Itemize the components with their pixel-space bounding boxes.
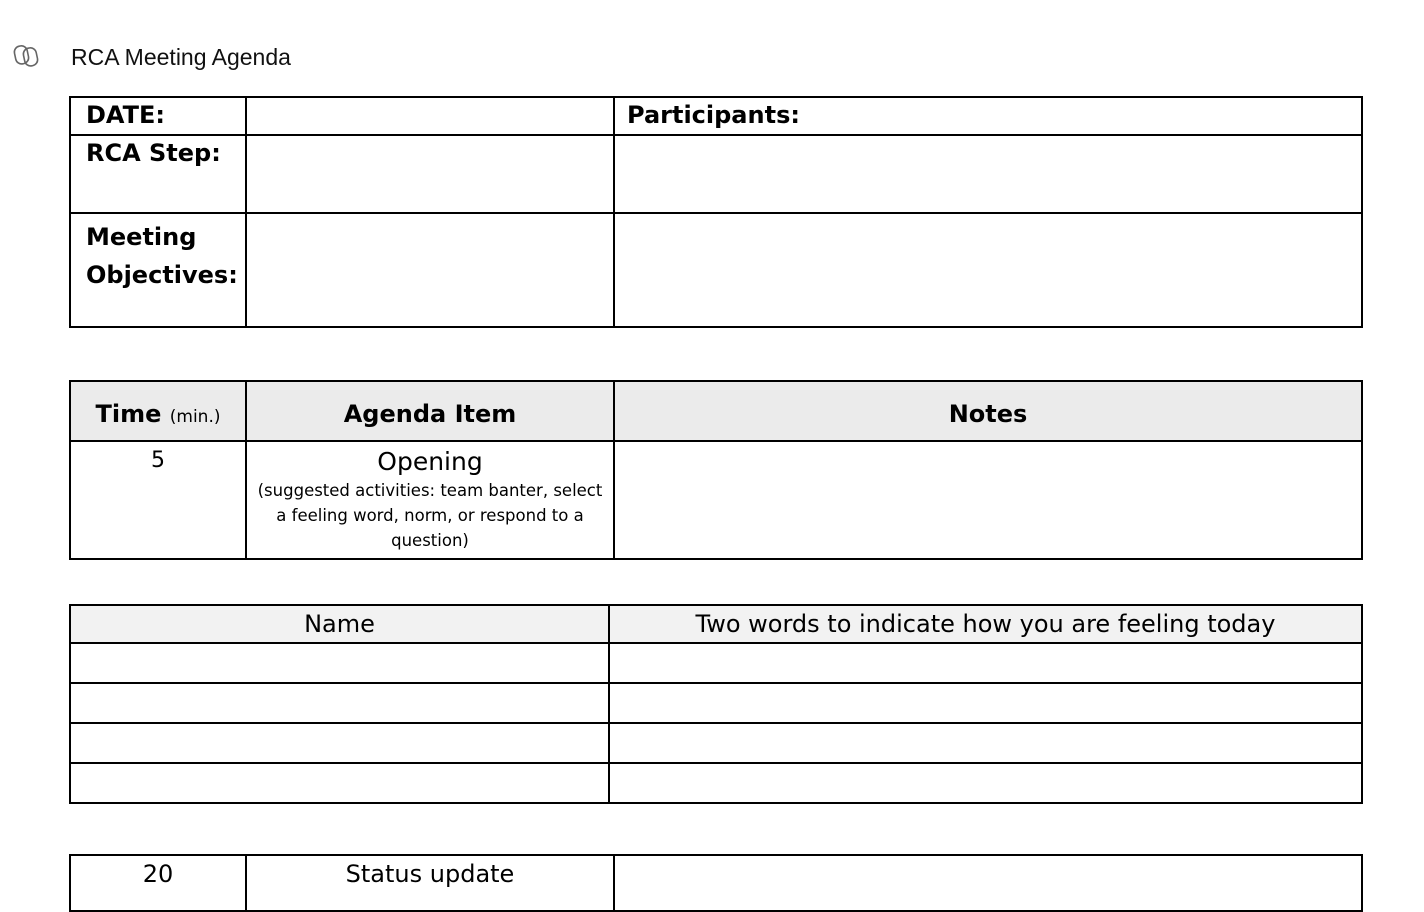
status-item[interactable]: Status update bbox=[246, 855, 614, 911]
feeling-cell[interactable] bbox=[609, 643, 1362, 683]
name-cell[interactable] bbox=[70, 683, 609, 723]
status-update-table bbox=[69, 854, 1363, 912]
objectives-value-cell[interactable] bbox=[246, 213, 614, 327]
table-row bbox=[70, 683, 1362, 723]
copilot-icon[interactable] bbox=[12, 42, 42, 70]
rca-step-label: RCA Step: bbox=[70, 135, 246, 213]
feeling-cell[interactable] bbox=[609, 683, 1362, 723]
agenda-item[interactable] bbox=[246, 441, 614, 559]
agenda-item-title: Opening bbox=[377, 447, 483, 476]
objectives-label-line1: Meeting bbox=[86, 223, 197, 251]
agenda-row bbox=[70, 855, 1362, 911]
name-cell[interactable] bbox=[70, 723, 609, 763]
date-value-cell[interactable] bbox=[246, 97, 614, 135]
document-title: RCA Meeting Agenda bbox=[71, 44, 291, 70]
objectives-label-line2: Objectives: bbox=[86, 261, 238, 289]
table-row bbox=[70, 723, 1362, 763]
status-time[interactable]: 20 bbox=[70, 855, 246, 911]
time-header-label: Time bbox=[95, 400, 162, 428]
table-row bbox=[70, 763, 1362, 803]
time-unit-label: (min.) bbox=[169, 407, 221, 427]
status-notes-cell[interactable] bbox=[614, 855, 1362, 911]
feeling-header: Two words to indicate how you are feeling today bbox=[609, 605, 1362, 643]
feeling-cell[interactable] bbox=[609, 763, 1362, 803]
time-header bbox=[70, 381, 246, 441]
table-row bbox=[70, 643, 1362, 683]
agenda-time[interactable]: 5 bbox=[70, 441, 246, 559]
notes-header: Notes bbox=[614, 381, 1362, 441]
objectives-extra-cell[interactable] bbox=[614, 213, 1362, 327]
agenda-item-description: (suggested activities: team banter, select a feeling word, norm, or respond to a question) bbox=[257, 481, 603, 550]
meeting-info-table bbox=[69, 96, 1363, 328]
name-header: Name bbox=[70, 605, 609, 643]
agenda-notes-cell[interactable] bbox=[614, 441, 1362, 559]
participants-label: Participants: bbox=[614, 97, 1362, 135]
participants-value-cell[interactable] bbox=[614, 135, 1362, 213]
rca-step-value-cell[interactable] bbox=[246, 135, 614, 213]
name-cell[interactable] bbox=[70, 643, 609, 683]
feelings-table bbox=[69, 604, 1363, 804]
name-cell[interactable] bbox=[70, 763, 609, 803]
date-label: DATE: bbox=[70, 97, 246, 135]
agenda-row bbox=[70, 441, 1362, 559]
feeling-cell[interactable] bbox=[609, 723, 1362, 763]
meeting-objectives-label bbox=[70, 213, 246, 327]
agenda-item-header: Agenda Item bbox=[246, 381, 614, 441]
agenda-table bbox=[69, 380, 1363, 560]
